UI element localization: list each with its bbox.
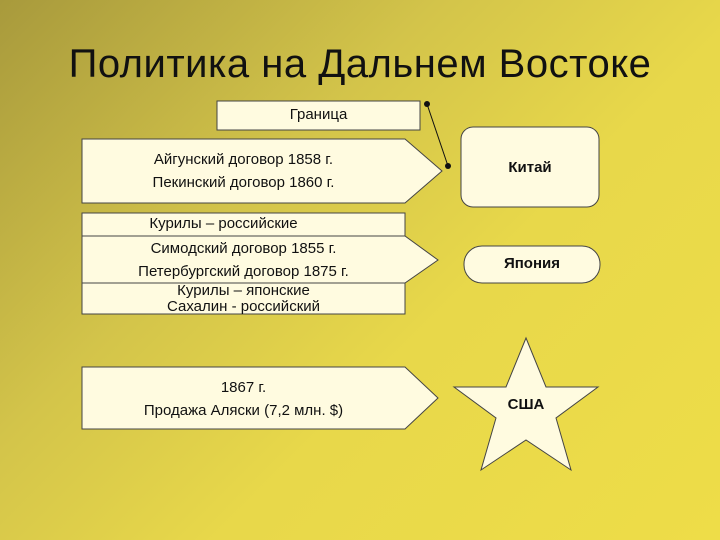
page-title: Политика на Дальнем Востоке xyxy=(68,42,652,86)
alaska-sale-label: Продажа Аляски (7,2 млн. $) xyxy=(143,402,344,419)
border-connector-line xyxy=(427,104,448,166)
kurils-japanese-label: Курилы – японские xyxy=(177,282,310,299)
sakhalin-label: Сахалин - российский xyxy=(166,298,321,315)
kurils-russian-label: Курилы – российские xyxy=(149,215,298,232)
china-treaties-arrow xyxy=(82,139,442,203)
aigun-treaty-label: Айгунский договор 1858 г. xyxy=(153,151,334,168)
japan-label: Япония xyxy=(503,255,561,272)
border-label: Граница xyxy=(289,106,348,123)
china-label: Китай xyxy=(508,159,552,176)
connector-dot-start xyxy=(424,101,430,107)
connector-dot-end xyxy=(445,163,451,169)
alaska-year-label: 1867 г. xyxy=(220,379,267,396)
peking-treaty-label: Пекинский договор 1860 г. xyxy=(152,174,335,191)
petersburg-treaty-label: Петербургский договор 1875 г. xyxy=(138,263,349,280)
shimoda-treaty-label: Симодский договор 1855 г. xyxy=(150,240,337,257)
usa-label: США xyxy=(507,396,545,413)
